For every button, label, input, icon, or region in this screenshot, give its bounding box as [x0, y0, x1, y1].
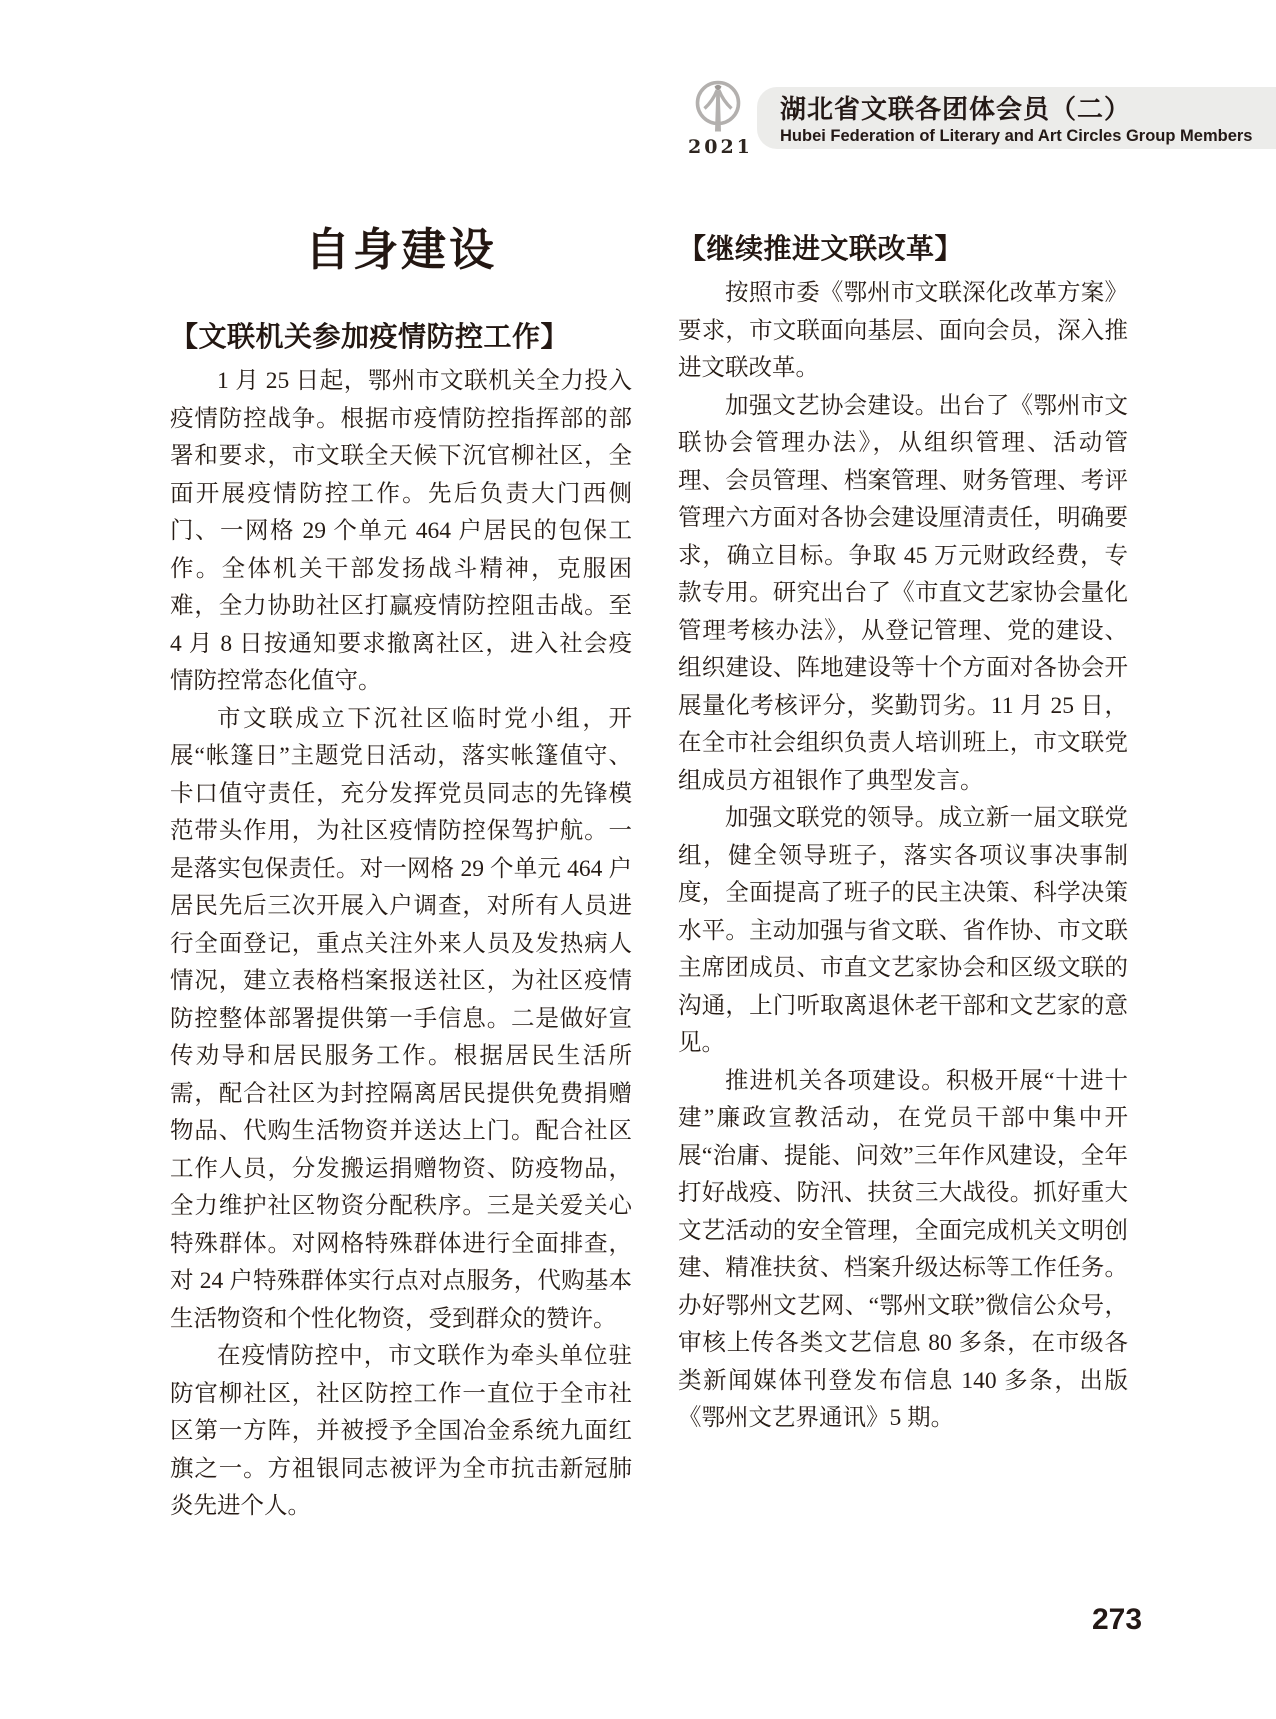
page-title: 自身建设 [304, 224, 497, 275]
paragraph: 在疫情防控中，市文联作为牵头单位驻防官柳社区，社区防控工作一直位于全市社区第一方阵，并被授予全国冶金系统九面红旗之一。方祖银同志被评为全市抗击新冠肺炎先进个人。 [170, 1343, 632, 1519]
paragraph: 按照市委《鄂州市文联深化改革方案》要求，市文联面向基层、面向会员，深入推进文联改革。 [678, 280, 1128, 381]
paragraph: 1 月 25 日起，鄂州市文联机关全力投入疫情防控战争。根据市疫情防控指挥部的部署和要求，市文联全天候下沉官柳社区，全面开展疫情防控工作。先后负责大门西侧门、一网格 29 个单元 464 户居民的包保工作。全体机关干部发扬战斗精神，克服困难，全力协助社区打赢疫情防控阻击战。至 4 月 8 日按通知要求撤离社区，进入社会疫情防控常态化值守。 [170, 368, 632, 694]
banner-title-cn: 湖北省文联各团体会员（二） [780, 94, 1132, 124]
left-column [170, 222, 632, 1526]
paragraph: 加强文联党的领导。成立新一届文联党组，健全领导班子，落实各项议事决事制度，全面提高了班子的民主决策、科学决策水平。主动加强与省文联、省作协、市文联主席团成员、市直文艺家协会和区级文联的沟通，上门听取离退休老干部和文艺家的意见。 [678, 805, 1128, 1056]
left-section-body [170, 363, 632, 1526]
header-logo-block [688, 78, 753, 158]
paragraph: 加强文艺协会建设。出台了《鄂州市文联协会管理办法》，从组织管理、活动管理、会员管理、档案管理、财务管理、考评管理六方面对各协会建设厘清责任，明确要求，确立目标。争取 45 万元财政经费，专款专用。研究出台了《市直文艺家协会量化管理考核办法》，从登记管理、党的建设、组织建设、阵地建设等十个方面对各协会开展量化考核评分，奖勤罚劣。11 月 25 日，在全市社会组织负责人培训班上，市文联党组成员方祖银作了典型发言。 [678, 392, 1128, 794]
right-section-title: 【继续推进文联改革】 [678, 233, 964, 264]
federation-emblem-icon [695, 78, 741, 135]
page-number: 273 [1092, 1603, 1143, 1636]
left-section-title: 【文联机关参加疫情防控工作】 [170, 321, 570, 352]
banner-subtitle-en: Hubei Federation of Literary and Art Circles Group Members [780, 126, 1253, 145]
paragraph: 市文联成立下沉社区临时党小组，开展“帐篷日”主题党日活动，落实帐篷值守、卡口值守责任，充分发挥党员同志的先锋模范带头作用，为社区疫情防控保驾护航。一是落实包保责任。对一网格 29 个单元 464 户居民先后三次开展入户调查，对所有人员进行全面登记，重点关注外来人员及发热病人情况，建立表格档案报送社区，为社区疫情防控整体部署提供第一手信息。二是做好宣传劝导和居民服务工作。根据居民生活所需，配合社区为封控隔离居民提供免费捐赠物品、代购生活物资并送达上门。配合社区工作人员，分发搬运捐赠物资、防疫物品，全力维护社区物资分配秩序。三是关爱关心特殊群体。对网格特殊群体进行全面排查，对 24 户特殊群体实行点对点服务，代购基本生活物资和个性化物资，受到群众的赞许。 [170, 705, 632, 1332]
header-banner [757, 87, 1276, 149]
year-label: 2021 [688, 136, 753, 158]
right-column [678, 230, 1128, 1438]
right-section-body [678, 275, 1128, 1438]
paragraph: 推进机关各项建设。积极开展“十进十建”廉政宣教活动，在党员干部中集中开展“治庸、提能、问效”三年作风建设，全年打好战疫、防汛、扶贫三大战役。抓好重大文艺活动的安全管理，全面完成机关文明创建、精准扶贫、档案升级达标等工作任务。办好鄂州文艺网、“鄂州文联”微信公众号，审核上传各类文艺信息 80 多条，在市级各类新闻媒体刊登发布信息 140 多条，出版《鄂州文艺界通讯》5 期。 [678, 1067, 1128, 1431]
